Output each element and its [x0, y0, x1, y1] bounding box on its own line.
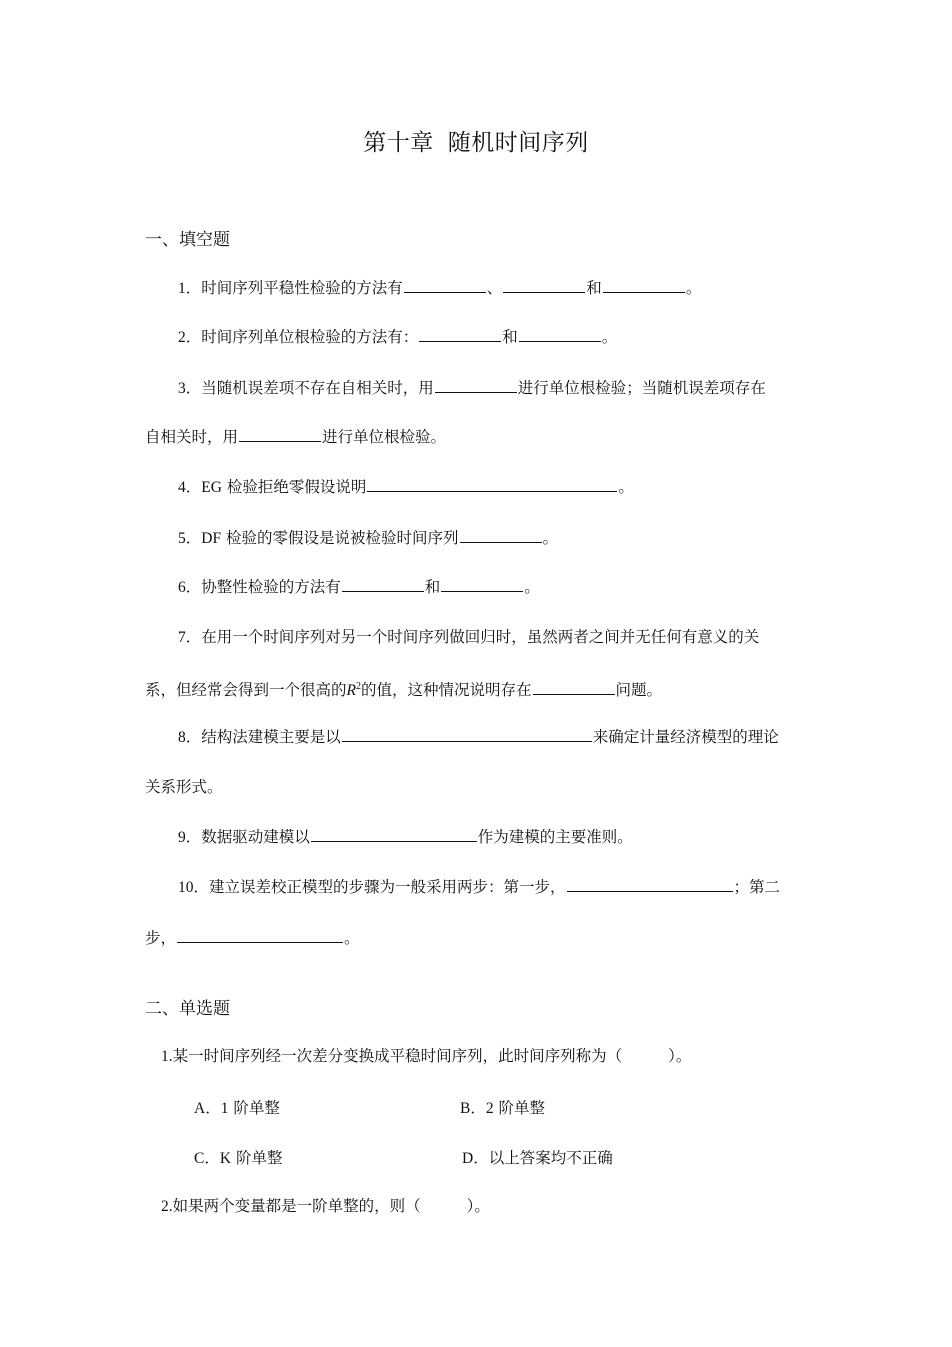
choice-question-1: 1.某一时间序列经一次差分变换成平稳时间序列，此时间序列称为（ ）。 — [161, 1047, 692, 1065]
chapter-title — [0, 124, 952, 157]
answer-blank — [311, 826, 477, 842]
option-a: A．1 阶单整 — [194, 1099, 280, 1117]
answer-blank — [177, 927, 343, 943]
question-7: 7．在用一个时间序列对另一个时间序列做回归时，虽然两者之间并无任何有意义的关 — [178, 628, 760, 646]
answer-blank — [603, 277, 685, 293]
answer-blank — [567, 876, 733, 892]
answer-blank — [441, 576, 523, 592]
answer-blank — [342, 726, 592, 742]
option-b: B．2 阶单整 — [460, 1099, 546, 1117]
question-3: 3．当随机误差项不存在自相关时，用 进行单位根检验；当随机误差项存在 — [178, 379, 766, 397]
choice-question-2: 2.如果两个变量都是一阶单整的，则（ ）。 — [161, 1197, 490, 1215]
question-1: 1．时间序列平稳性检验的方法有 、 和 。 — [178, 279, 702, 297]
option-c: C．K 阶单整 — [194, 1149, 283, 1167]
question-2: 2．时间序列单位根检验的方法有： 和 。 — [178, 328, 618, 346]
answer-blank — [435, 377, 517, 393]
section-fill-in-heading: 一、填空题 — [145, 230, 230, 250]
r-squared-symbol: $R^2$ — [346, 681, 361, 700]
question-10: 10．建立误差校正模型的步骤为一般采用两步：第一步， ；第二 — [178, 878, 781, 896]
question-9: 9．数据驱动建模以 作为建模的主要准则。 — [178, 828, 633, 846]
answer-blank — [239, 426, 321, 442]
section-single-choice-heading: 二、单选题 — [145, 999, 230, 1019]
answer-blank — [367, 476, 617, 492]
answer-blank — [404, 277, 486, 293]
question-3-continued: 自相关时，用 进行单位根检验。 — [145, 428, 447, 446]
question-6: 6．协整性检验的方法有 和 。 — [178, 578, 540, 596]
question-8: 8．结构法建模主要是以 来确定计量经济模型的理论 — [178, 728, 779, 746]
answer-blank — [460, 527, 542, 543]
answer-blank — [342, 576, 424, 592]
question-7-continued: 系，但经常会得到一个很高的$R^2$的值，这种情况说明存在 问题。 — [145, 681, 663, 700]
question-5: 5．DF 检验的零假设是说被检验时间序列 。 — [178, 529, 559, 547]
chapter-name: 随机时间序列 — [447, 130, 589, 156]
question-8-continued: 关系形式。 — [145, 778, 223, 796]
answer-blank — [519, 326, 601, 342]
answer-blank — [419, 326, 501, 342]
question-10-continued: 步， 。 — [145, 929, 360, 947]
answer-blank — [503, 277, 585, 293]
question-4: 4．EG 检验拒绝零假设说明 。 — [178, 478, 634, 496]
chapter-number: 第十章 — [363, 130, 434, 156]
answer-blank — [533, 679, 615, 695]
option-d: D．以上答案均不正确 — [462, 1149, 613, 1167]
